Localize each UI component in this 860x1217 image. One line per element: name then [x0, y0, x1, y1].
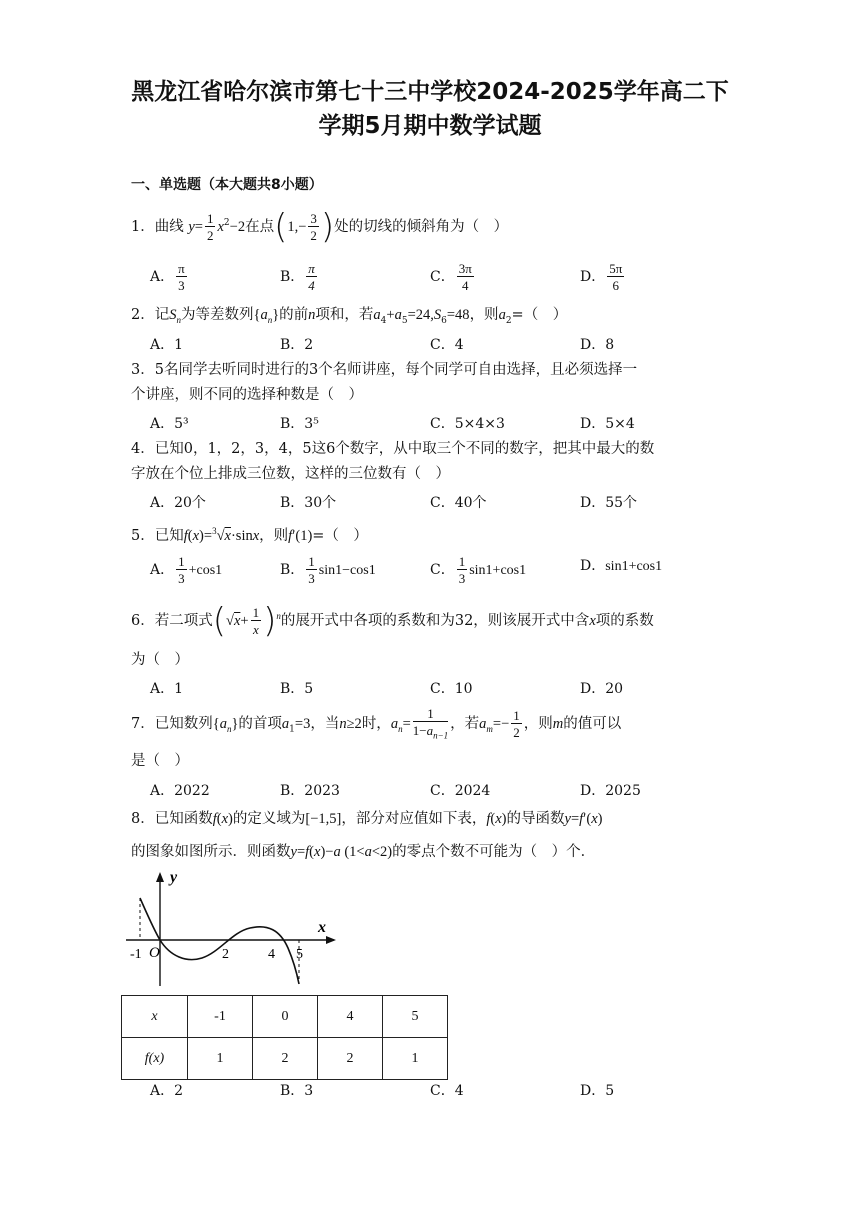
option-b[interactable]: B．3: [280, 1083, 314, 1099]
question-5: 5．已知f(x)=$^3$√x·sinx，则f′(1)=（ ）: [131, 526, 368, 544]
question-6: 6．若二项式(√x+ $\frac{1}{x}$ )$^n$的展开式中各项的系数和为32，则该展开式中含x项的系数: [131, 601, 654, 641]
option-b[interactable]: B．3⁵: [280, 416, 319, 432]
option-c[interactable]: C．40个: [430, 495, 487, 511]
table-cell: x: [122, 996, 188, 1038]
option-b[interactable]: B．30个: [280, 495, 337, 511]
table-cell: 2: [318, 1038, 383, 1080]
option-b[interactable]: B．2: [280, 337, 314, 353]
tick-2: 2: [222, 947, 229, 962]
derivative-curve: [140, 898, 299, 984]
table-cell: 1: [383, 1038, 448, 1080]
table-cell: 2: [253, 1038, 318, 1080]
page-title-line1: 黑龙江省哈尔滨市第七十三中学校2024-2025学年高二下: [131, 79, 729, 105]
option-b[interactable]: B．5: [280, 681, 314, 697]
table-cell: 4: [318, 996, 383, 1038]
question-7: 7．已知数列$\{a_n\}$的首项$a_1=3$，当n≥2时，$a_n=$ $\frac{1}{1-a_{n-1}}$ ，若$a_m=-$ $\frac{1}{2}$ ，则m的值可以: [131, 706, 622, 741]
question-1: 1．曲线 y= $\frac{1}{2}$ $x^2-2$在点(1,− $\frac{3}{2}$ )处的切线的倾斜角为（ ）: [131, 207, 509, 247]
option-d[interactable]: D．5: [580, 1083, 615, 1099]
value-table: [121, 995, 448, 1080]
option-c[interactable]: C．5×4×3: [430, 416, 505, 432]
table-cell: 1: [188, 1038, 253, 1080]
question-8-line2: 的图象如图所示．则函数y=f(x)−a (1<a<2)的零点个数不可能为（ ）个．: [131, 844, 596, 860]
option-b[interactable]: B．2023: [280, 783, 340, 799]
tick-minus1: -1: [130, 947, 142, 962]
question-4: 4．已知0，1，2，3，4，5这6个数字，从中取三个不同的数字，把其中最大的数: [131, 441, 655, 457]
option-b[interactable]: B． $\frac{1}{3}$ sin1−cos1: [280, 554, 376, 586]
question-3-line2: 个讲座，则不同的选择种数是（ ）: [131, 387, 363, 403]
option-a[interactable]: A． $\frac{\pi}{3}$: [150, 261, 185, 293]
option-a[interactable]: A．5³: [150, 416, 189, 432]
table-cell: 0: [253, 996, 318, 1038]
option-d[interactable]: D． $\frac{5\pi}{6}$: [580, 261, 623, 293]
option-c[interactable]: C． $\frac{3\pi}{4}$: [430, 261, 472, 293]
option-b[interactable]: B． $\frac{\pi}{4}$: [280, 261, 315, 293]
tick-4: 4: [268, 947, 275, 962]
option-c[interactable]: C．4: [430, 337, 464, 353]
x-label: x: [318, 919, 326, 936]
option-a[interactable]: A．20个: [150, 495, 206, 511]
option-d[interactable]: D．2025: [580, 783, 641, 799]
table-cell: 5: [383, 996, 448, 1038]
section-heading: 一、单选题（本大题共8小题）: [131, 177, 323, 193]
derivative-graph: [122, 868, 352, 990]
question-2: 2．记$S_n$为等差数列$\{a_n\}$的前n项和，若$a_4+a_5=24,S_6=48$，则$a_2=$（ ）: [131, 307, 568, 326]
table-cell: -1: [188, 996, 253, 1038]
table-row: [122, 996, 448, 1038]
x-axis-arrow: [326, 936, 336, 944]
y-label: y: [170, 869, 178, 886]
option-a[interactable]: A． $\frac{1}{3}$ +cos1: [150, 554, 223, 586]
question-4-line2: 字放在个位上排成三位数，这样的三位数有（ ）: [131, 466, 450, 482]
page-title-line2: 学期5月期中数学试题: [318, 113, 542, 139]
option-c[interactable]: C．4: [430, 1083, 464, 1099]
option-a[interactable]: A．2: [150, 1083, 184, 1099]
table-cell: f(x): [122, 1038, 188, 1080]
question-3: 3．5名同学去听同时进行的3个名师讲座，每个同学可自由选择，且必须选择一: [131, 362, 638, 378]
option-a[interactable]: A．1: [150, 681, 184, 697]
table-row: [122, 1038, 448, 1080]
option-c[interactable]: C．10: [430, 681, 473, 697]
y-axis-arrow: [156, 872, 164, 882]
option-d[interactable]: D．8: [580, 337, 615, 353]
option-d[interactable]: D．5×4: [580, 416, 635, 432]
option-c[interactable]: C． $\frac{1}{3}$ sin1+cos1: [430, 554, 527, 586]
origin-label: O: [149, 945, 160, 961]
option-d[interactable]: D．20: [580, 681, 624, 697]
option-a[interactable]: A．1: [150, 337, 184, 353]
option-d[interactable]: D．55个: [580, 495, 638, 511]
option-a[interactable]: A．2022: [150, 783, 210, 799]
tick-5: 5: [296, 947, 303, 962]
q1-options: [150, 262, 750, 302]
question-6-line2: 为（ ）: [131, 652, 189, 668]
question-7-line2: 是（ ）: [131, 753, 189, 769]
question-8: 8．已知函数f(x)的定义域为[−1,5]，部分对应值如下表，f(x)的导函数y=f′(x): [131, 811, 603, 827]
option-d[interactable]: D．sin1+cos1: [580, 558, 663, 574]
option-c[interactable]: C．2024: [430, 783, 491, 799]
q5-options: [150, 555, 750, 591]
